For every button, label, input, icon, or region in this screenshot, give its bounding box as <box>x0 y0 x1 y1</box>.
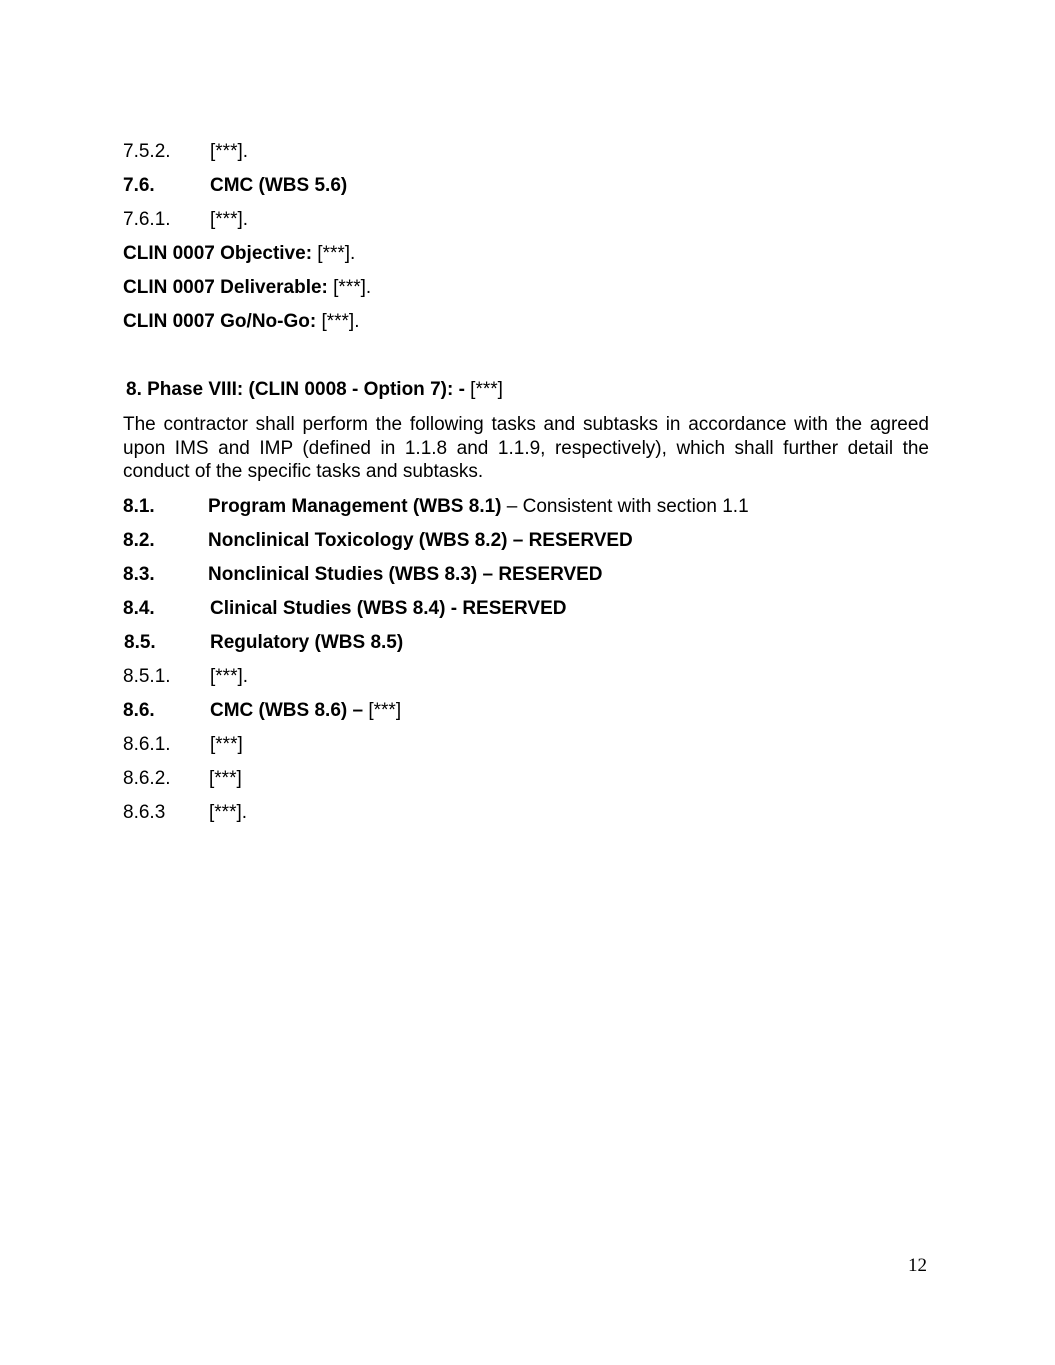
clin-objective <box>123 243 355 265</box>
section-title: Nonclinical Studies (WBS 8.3) – RESERVED <box>208 564 603 585</box>
item-8-5-1 <box>123 666 248 688</box>
section-8-2 <box>123 530 633 552</box>
clin-go-no-go <box>123 311 360 333</box>
body-paragraph <box>123 413 929 484</box>
section-rest: [***] <box>363 700 402 721</box>
section-title: Regulatory (WBS 8.5) <box>210 632 404 653</box>
item-number: 8.6.2. <box>123 768 171 789</box>
item-text: [***] <box>209 768 242 789</box>
clin-value: [***]. <box>312 243 356 264</box>
phase-heading <box>126 379 503 401</box>
heading-number: 7.6. <box>123 175 155 196</box>
clin-label: CLIN 0007 Objective: <box>123 243 313 264</box>
item-number: 7.6.1. <box>123 209 171 230</box>
section-number: 8.3. <box>123 564 155 585</box>
section-title: Program Management (WBS 8.1) <box>208 496 502 517</box>
item-number: 8.6.1. <box>123 734 171 755</box>
item-text: [***] <box>210 734 243 755</box>
clin-label: CLIN 0007 Go/No-Go: <box>123 311 317 332</box>
clin-deliverable <box>123 277 371 299</box>
item-7-6-1 <box>123 209 248 231</box>
heading-title: CMC (WBS 5.6) <box>210 175 348 196</box>
phase-label: 8. Phase VIII: (CLIN 0008 - Option 7): - <box>126 379 465 400</box>
section-number: 8.6. <box>123 700 155 721</box>
paragraph-text: The contractor shall perform the following tasks and subtasks in accordance with the agreed upon IMS and IMP (defined in 1.1.8 and 1.1.9, respectively), which shall further detail the conduct of the specific tasks and subtasks. <box>123 414 929 482</box>
item-number: 7.5.2. <box>123 141 171 162</box>
clin-label: CLIN 0007 Deliverable: <box>123 277 328 298</box>
section-rest: – Consistent with section 1.1 <box>501 496 749 517</box>
section-8-4 <box>123 598 567 620</box>
section-title: Clinical Studies (WBS 8.4) - RESERVED <box>210 598 567 619</box>
item-text: [***]. <box>210 666 249 687</box>
section-8-3 <box>123 564 603 586</box>
section-8-5 <box>124 632 403 654</box>
phase-value: [***] <box>464 379 503 400</box>
section-number: 8.2. <box>123 530 155 551</box>
page-number: 12 <box>908 1255 927 1276</box>
item-8-6-3 <box>123 802 247 824</box>
section-title: CMC (WBS 8.6) – <box>210 700 364 721</box>
section-number: 8.4. <box>123 598 155 619</box>
item-8-6-2 <box>123 768 242 790</box>
item-text: [***]. <box>210 209 249 230</box>
item-number: 8.6.3 <box>123 802 166 823</box>
item-7-5-2 <box>123 141 248 163</box>
item-text: [***]. <box>210 141 249 162</box>
heading-7-6 <box>123 175 347 197</box>
section-number: 8.1. <box>123 496 155 517</box>
item-number: 8.5.1. <box>123 666 171 687</box>
section-title: Nonclinical Toxicology (WBS 8.2) – RESERVED <box>208 530 633 551</box>
clin-value: [***]. <box>316 311 360 332</box>
clin-value: [***]. <box>327 277 372 298</box>
section-8-6 <box>123 700 401 722</box>
item-8-6-1 <box>123 734 243 756</box>
section-8-1 <box>123 496 749 518</box>
item-text: [***]. <box>209 802 248 823</box>
section-number: 8.5. <box>124 632 156 653</box>
